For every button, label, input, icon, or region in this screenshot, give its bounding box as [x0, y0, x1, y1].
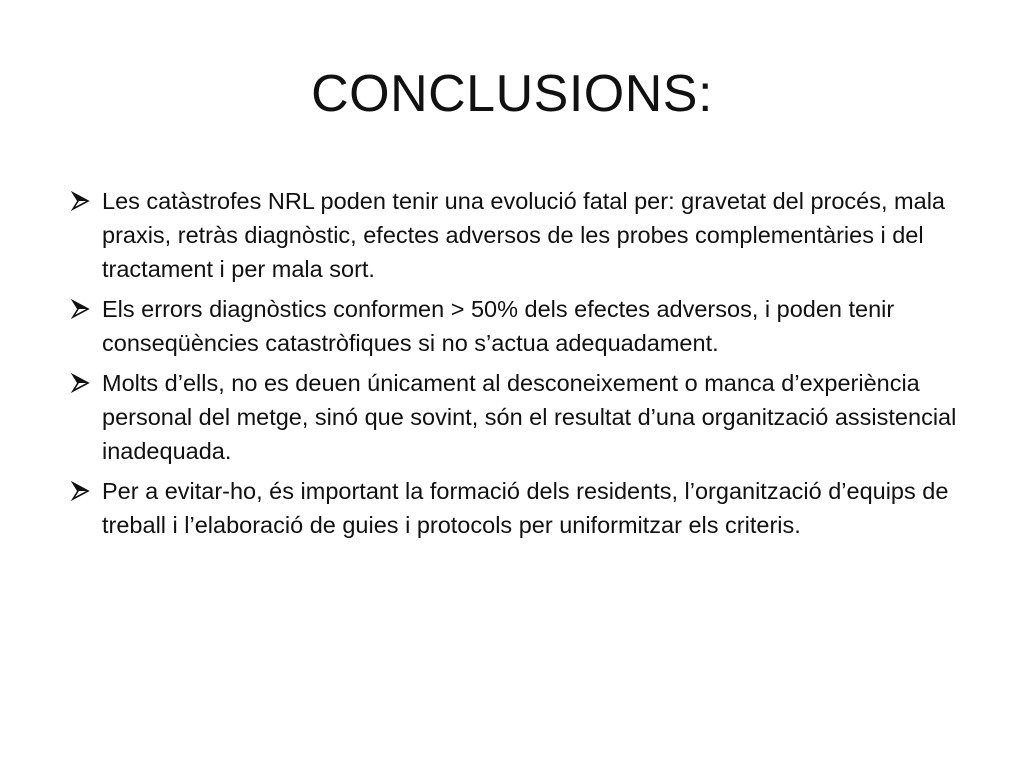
bullet-item	[70, 292, 970, 360]
bullet-text: Les catàstrofes NRL poden tenir una evolució fatal per: gravetat del procés, mala praxis, retràs diagnòstic, efectes adversos de les probes complementàries i del tractament i per mala sort.	[102, 188, 945, 282]
arrowhead-bullet-icon	[70, 474, 102, 508]
arrowhead-bullet-icon	[70, 184, 102, 218]
arrowhead-bullet-icon	[70, 366, 102, 400]
slide-title: CONCLUSIONS:	[311, 65, 713, 123]
bullet-text: Els errors diagnòstics conformen > 50% dels efectes adversos, i poden tenir conseqüències catastròfiques si no s’actua adequadament.	[102, 296, 895, 356]
bullet-item	[70, 184, 970, 286]
bullet-text: Per a evitar-ho, és important la formació dels residents, l’organització d’equips de treball i l’elaboració de guies i protocols per uniformitzar els criteris.	[102, 478, 949, 538]
bullet-text: Molts d’ells, no es deuen únicament al desconeixement o manca d’experiència personal del metge, sinó que sovint, són el resultat d’una organització assistencial inadequada.	[102, 370, 957, 464]
arrowhead-bullet-icon	[70, 292, 102, 326]
bullet-list	[70, 184, 970, 548]
bullet-item	[70, 474, 970, 542]
bullet-item	[70, 366, 970, 468]
